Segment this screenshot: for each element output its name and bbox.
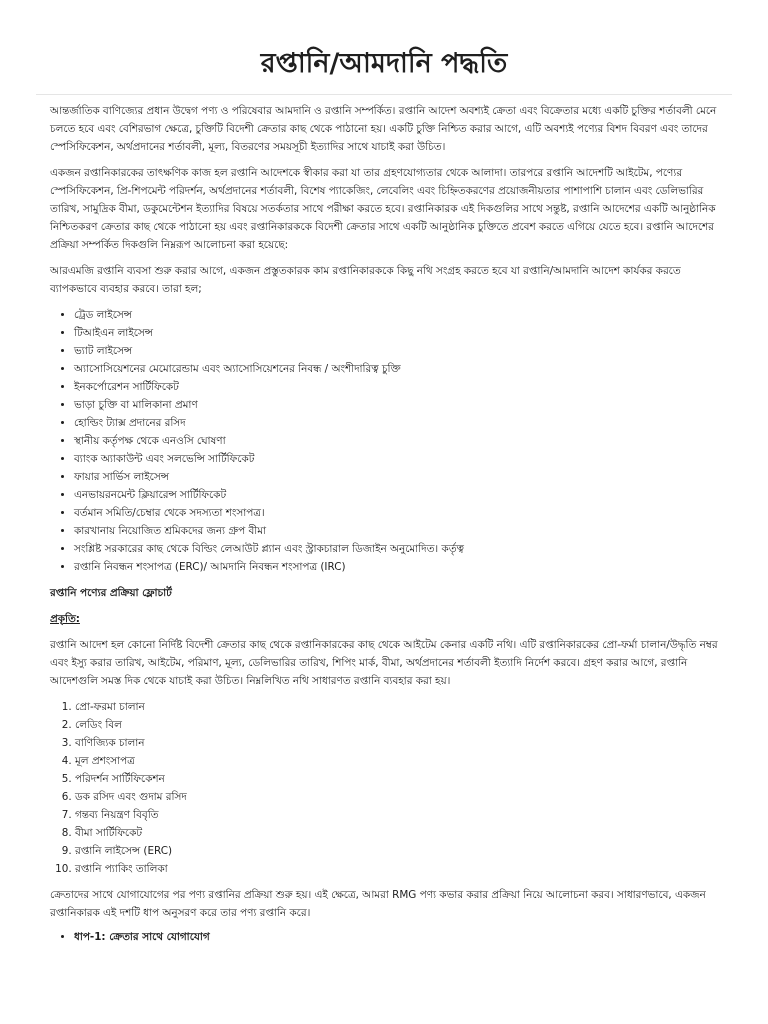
list-item: • ভাড়া চুক্তি বা মালিকানা প্রমাণ [74, 396, 730, 414]
list-item: • অ্যাসোসিয়েশনের মেমোরেন্ডাম এবং অ্যাসোসিয়েশনের নিবন্ধ / অংশীদারিত্ব চুক্তি [74, 360, 730, 378]
export-documents-list [50, 698, 730, 878]
list-item: • ভ্যাট লাইসেন্স [74, 342, 730, 360]
list-item: • ট্রেড লাইসেন্স [74, 306, 730, 324]
list-item: 2. লেডিং বিল [75, 716, 730, 734]
nature-heading: প্রকৃতি: [50, 613, 80, 625]
intro-paragraph: আন্তর্জাতিক বাণিজ্যের প্রধান উদ্বেগ পণ্য ও পরিষেবার আমদানি ও রপ্তানি সম্পর্কিত। রপ্তানি আদেশ অবশ্যই ক্রেতা এবং বিক্রেতার মধ্যে একটি চুক্তির শর্তাবলী মেনে চলতে হবে এবং বেশিরভাগ ক্ষেত্রে, চুক্তিটি বিদেশী ক্রেতার কাছ থেকে পাঠানো হয়। একটি চুক্তি নিশ্চিত করার আগে, এটি অবশ্যই পণ্যের বিশদ বিবরণ এবং তাদের স্পেসিফিকেশন, অর্থপ্রদানের শর্তাবলী, মূল্য, বিতরণের সময়সূচী ইত্যাদির সাথে যাচাই করা উচিত। [50, 105, 717, 153]
list-item: • কারখানায় নিয়োজিত শ্রমিকদের জন্য গ্রুপ বীমা [74, 522, 730, 540]
list-item: 4. মূল প্রশংসাপত্র [75, 752, 730, 770]
process-paragraph: ক্রেতাদের সাথে যোগাযোগের পর পণ্য রপ্তানির প্রক্রিয়া শুরু হয়। এই ক্ষেত্রে, আমরা RMG পণ্য কভার করার প্রক্রিয়া নিয়ে আলোচনা করব। সাধারণভাবে, একজন রপ্তানিকারক এই দশটি ধাপ অনুসরণ করে তার পণ্য রপ্তানি করে। [50, 889, 706, 919]
list-item: 8. বীমা সার্টিফিকেট [75, 824, 730, 842]
list-item: • ইনকর্পোরেশন সার্টিফিকেট [74, 378, 730, 396]
rmg-documents-paragraph: আরএমজি রপ্তানি ব্যবসা শুরু করার আগে, একজন প্রস্তুতকারক কাম রপ্তানিকারককে কিছু নথি সংগ্রহ করতে হবে যা রপ্তানি/আমদানি আদেশ কার্যকর করতে ব্যাপকভাবে ব্যবহার করবে। তারা হল; [50, 265, 681, 295]
list-item: • ফায়ার সার্ভিস লাইসেন্স [74, 468, 730, 486]
document-body [0, 102, 768, 946]
list-item: 5. পরিদর্শন সার্টিফিকেশন [75, 770, 730, 788]
list-item: • এনভায়রনমেন্ট ক্লিয়ারেন্স সার্টিফিকেট [74, 486, 730, 504]
page-title: রপ্তানি/আমদানি পদ্ধতি [260, 48, 508, 79]
list-item: • হোল্ডিং ট্যাক্স প্রদানের রসিদ [74, 414, 730, 432]
list-item: 1. প্রো-ফরমা চালান [75, 698, 730, 716]
list-item: • সংশ্লিষ্ট সরকারের কাছ থেকে বিল্ডিং লেআউট প্ল্যান এবং স্ট্রাকচারাল ডিজাইন অনুমোদিত। কর্তৃত্ব [74, 540, 730, 558]
list-item: • বর্তমান সমিতি/চেম্বার থেকে সদস্যতা শংসাপত্র। [74, 504, 730, 522]
list-item: • ব্যাংক অ্যাকাউন্ট এবং সলভেন্সি সার্টিফিকেট [74, 450, 730, 468]
flowchart-heading: রপ্তানি পণ্যের প্রক্রিয়া ফ্লোচার্ট [50, 587, 172, 599]
step-1-heading: • ধাপ-1: ক্রেতার সাথে যোগাযোগ [74, 928, 730, 946]
list-item: 6. ডক রসিদ এবং গুদাম রসিদ [75, 788, 730, 806]
list-item: 7. গন্তব্য নিয়ন্ত্রণ বিবৃতি [75, 806, 730, 824]
exporter-task-paragraph: একজন রপ্তানিকারকের তাৎক্ষণিক কাজ হল রপ্তানি আদেশকে স্বীকার করা যা তার গ্রহণযোগ্যতার থেকে আলাদা। তারপরে রপ্তানি আদেশটি আইটেম, পণ্যের স্পেসিফিকেশন, প্রি-শিপমেন্ট পরিদর্শন, অর্থপ্রদানের শর্তাবলী, বিশেষ প্যাকেজিং, লেবেলিং এবং চিহ্নিতকরণের প্রয়োজনীয়তার পাশাপাশি চালান এবং ডেলিভারির তারিখ, সামুদ্রিক বীমা, ডকুমেন্টেশন ইত্যাদির বিষয়ে সতর্কতার সাথে পরীক্ষা করতে হবে। রপ্তানিকারক এই দিকগুলির সাথে সন্তুষ্ট, রপ্তানি আদেশের একটি আনুষ্ঠানিক নিশ্চিতকরণ ক্রেতার কাছ থেকে পাঠানো হয় এবং রপ্তানিকারককে বিদেশী ক্রেতার সাথে একটি আনুষ্ঠানিক চুক্তিতে প্রবেশ করতে এগিয়ে যেতে হবে। রপ্তানি আদেশের প্রক্রিয়া সম্পর্কিত দিকগুলি নিম্নরূপ আলোচনা করা হয়েছে: [50, 167, 716, 251]
export-order-paragraph: রপ্তানি আদেশ হল কোনো নির্দিষ্ট বিদেশী ক্রেতার কাছ থেকে রপ্তানিকারকের কাছ থেকে আইটেম কেনার একটি নথি। এটি রপ্তানিকারকের প্রো-ফর্মা চালান/উদ্ধৃতি নম্বর এবং ইস্যু করার তারিখ, আইটেম, পরিমাণ, মূল্য, ডেলিভারির তারিখ, শিপিং মার্ক, বীমা, অর্থপ্রদানের শর্তাবলী ইত্যাদি নির্দেশ করবে। গ্রহণ করার আগে, রপ্তানি আদেশগুলি সমস্ত দিক থেকে যাচাই করা উচিত। নিম্নলিখিত নথি সাধারণত রপ্তানি ব্যবহার করা হয়। [50, 639, 718, 687]
list-item: • টিআইএন লাইসেন্স [74, 324, 730, 342]
list-item: • স্থানীয় কর্তৃপক্ষ থেকে এনওসি ঘোষণা [74, 432, 730, 450]
list-item: 10. রপ্তানি প্যাকিং তালিকা [75, 860, 730, 878]
required-documents-list [50, 306, 730, 576]
list-item: 3. বাণিজ্যিক চালান [75, 734, 730, 752]
title-divider [36, 94, 732, 95]
list-item: • রপ্তানি নিবন্ধন শংসাপত্র (ERC)/ আমদানি নিবন্ধন শংসাপত্র (IRC) [74, 558, 730, 576]
steps-list [50, 928, 730, 946]
list-item: 9. রপ্তানি লাইসেন্স (ERC) [75, 842, 730, 860]
